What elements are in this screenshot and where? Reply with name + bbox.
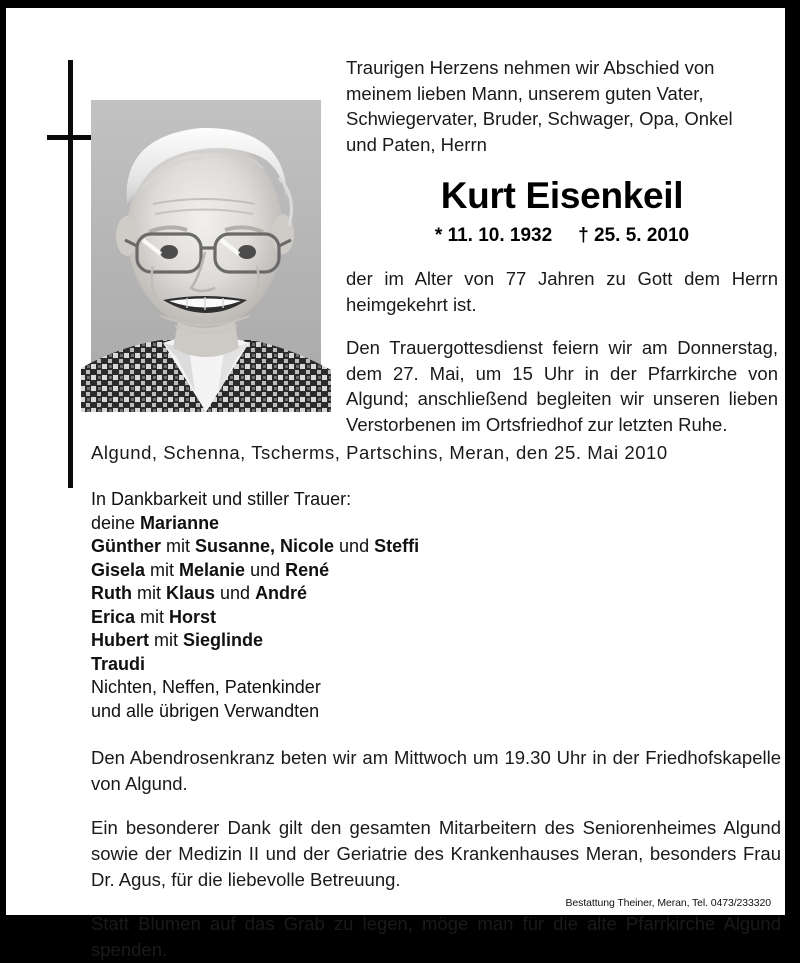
mourner-name: Marianne <box>140 512 220 533</box>
mourner-name: Sieglinde <box>183 630 264 650</box>
mourner-connector: mit <box>145 559 180 580</box>
paragraph-thanks: Ein besonderer Dank gilt den gesamten Mitarbeitern des Seniorenheimes Algund sowie der Medizin II und der Geriatrie des Krankenhauses Meran, besonders Frau Dr. Agus, für die liebevolle Betreuung. <box>91 817 781 890</box>
mourner-row <box>91 629 781 653</box>
mourner-name: René <box>285 559 330 580</box>
lower-section <box>91 440 781 963</box>
mourner-prefix: deine <box>91 512 141 533</box>
life-dates <box>346 225 778 247</box>
mourners-list <box>91 488 781 723</box>
paragraph-rosary: Den Abendrosenkranz beten wir am Mittwoch um 19.30 Uhr in der Friedhofskapelle von Algund. <box>91 747 781 794</box>
intro-line-3: Schwiegervater, Bruder, Schwager, Opa, Onkel <box>346 108 733 129</box>
mourner-connector: mit <box>149 630 183 650</box>
funeral-home-credit: Bestattung Theiner, Meran, Tel. 0473/233320 <box>565 897 771 909</box>
mourner-name: Klaus <box>165 583 216 603</box>
mourner-connector: mit <box>135 606 170 627</box>
paragraph-flowers: Statt Blumen auf das Grab zu legen, möge man für die alte Pfarrkirche Algund spenden. <box>91 913 781 960</box>
death-date: † 25. 5. 2010 <box>578 225 690 246</box>
places-and-date: Algund, Schenna, Tscherms, Partschins, Meran, den 25. Mai 2010 <box>91 442 668 463</box>
mourner-row <box>91 535 781 559</box>
mourner-name: Susanne, Nicole <box>195 536 335 556</box>
mourner-row <box>91 559 781 583</box>
mourner-row <box>91 582 781 606</box>
mourner-row <box>91 653 781 677</box>
mourner-connector: mit <box>161 536 195 556</box>
birth-date: * 11. 10. 1932 <box>434 225 553 246</box>
mourner-row <box>91 606 781 630</box>
paragraph-service: Den Trauergottesdienst feiern wir am Donnerstag, dem 27. Mai, um 15 Uhr in der Pfarrkirche von Algund; anschließend begleiten wir unseren lieben Verstorbenen im Ortsfriedhof zur letzten Ruhe. <box>346 337 778 435</box>
intro-line-1: Traurigen Herzens nehmen wir Abschied von <box>346 57 715 78</box>
mourner-connector: und <box>215 583 256 603</box>
service-details <box>346 266 778 437</box>
intro-column <box>346 55 778 437</box>
closing-paragraphs <box>91 745 781 963</box>
relatives-line-1: Nichten, Neffen, Patenkinder <box>91 677 321 697</box>
paragraph-age: der im Alter von 77 Jahren zu Gott dem Herrn heimgekehrt ist. <box>346 268 778 315</box>
mourner-name: Horst <box>169 606 217 627</box>
intro-line-2: meinem lieben Mann, unserem guten Vater, <box>346 82 704 104</box>
deceased-name: Kurt Eisenkeil <box>440 175 684 216</box>
mourners-heading: In Dankbarkeit und stiller Trauer: <box>91 489 352 509</box>
mourner-connector: und <box>245 559 286 580</box>
mourner-name: Traudi <box>91 653 146 674</box>
mourner-name: André <box>255 583 308 603</box>
mourner-name: Günther <box>91 536 161 556</box>
mourner-connector: und <box>334 536 375 556</box>
cross-stem <box>68 60 73 488</box>
mourner-name: Gisela <box>91 559 146 580</box>
obituary-notice <box>6 8 785 960</box>
mourner-row <box>91 512 781 536</box>
mourner-name: Ruth <box>91 583 132 603</box>
mourner-connector: mit <box>131 583 166 603</box>
intro-line-4: und Paten, Herrn <box>346 133 487 155</box>
mourner-name: Melanie <box>179 559 246 580</box>
mourner-name: Hubert <box>91 630 149 650</box>
mourner-name: Erica <box>91 606 136 627</box>
portrait-photo <box>91 100 321 412</box>
relatives-line-2: und alle übrigen Verwandten <box>91 700 320 721</box>
mourner-name: Steffi <box>374 536 420 556</box>
